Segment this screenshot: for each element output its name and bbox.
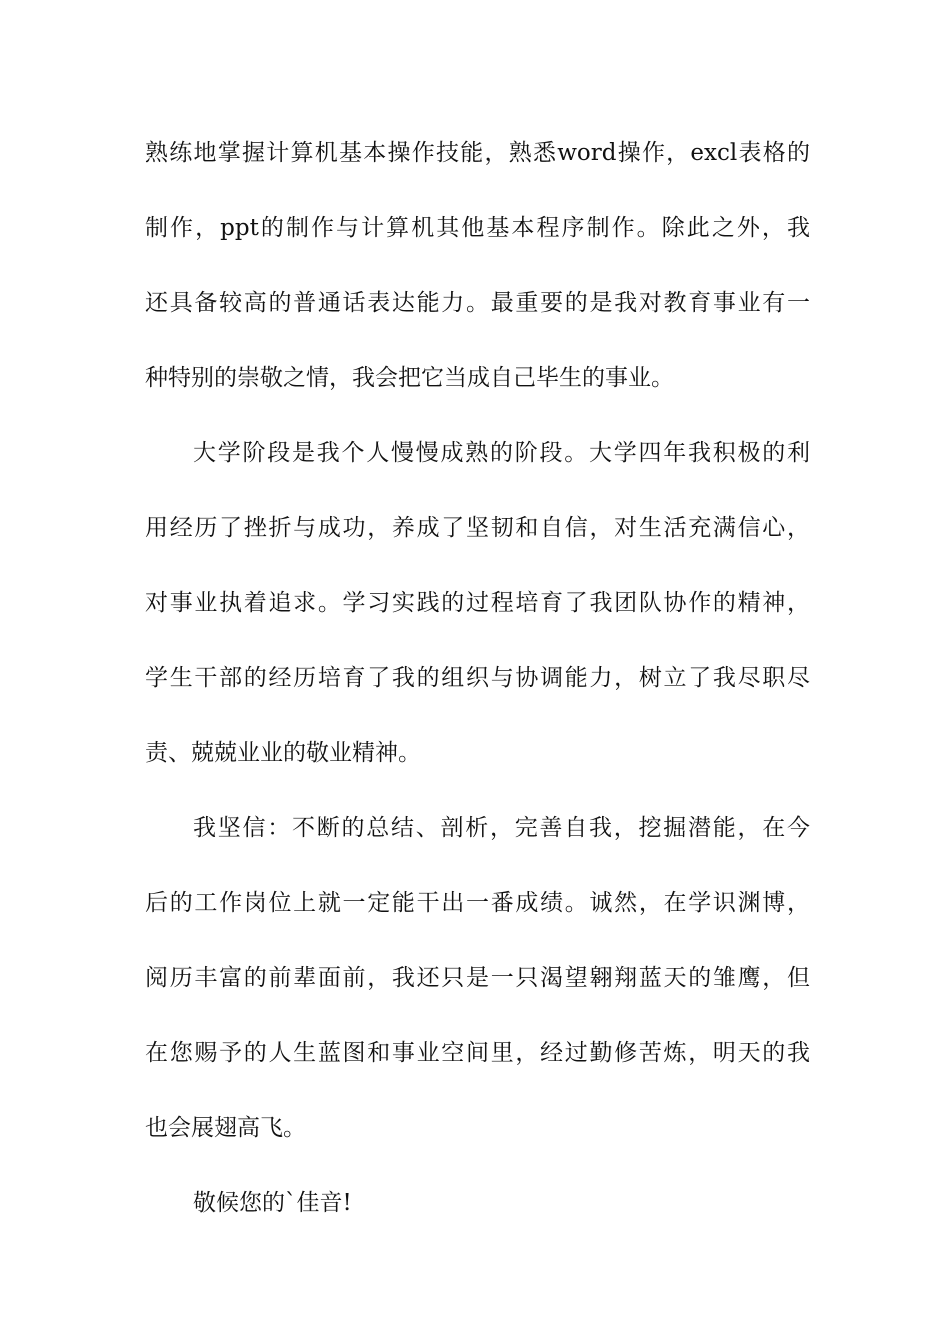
text-line: 责、兢兢业业的敬业精神。 — [145, 740, 421, 766]
text-line: 后的工作岗位上就一定能干出一番成绩。诚然，在学识渊博， — [145, 890, 810, 916]
text-line: 学生干部的经历培育了我的组织与协调能力，树立了我尽职尽 — [145, 665, 810, 691]
text-line: 我坚信：不断的总结、剖析，完善自我，挖掘潜能，在今 — [193, 815, 810, 841]
text-line: 对事业执着追求。学习实践的过程培育了我团队协作的精神， — [145, 590, 810, 616]
text-line: 熟练地掌握计算机基本操作技能，熟悉word操作，excl表格的 — [145, 140, 810, 166]
text-line: 制作，ppt的制作与计算机其他基本程序制作。除此之外，我 — [145, 215, 810, 241]
text-line: 在您赐予的人生蓝图和事业空间里，经过勤修苦炼，明天的我 — [145, 1040, 810, 1066]
text-line: 也会展翅高飞。 — [145, 1115, 306, 1141]
text-line: 种特别的崇敬之情，我会把它当成自己毕生的事业。 — [145, 365, 674, 391]
text-line: 阅历丰富的前辈面前，我还只是一只渴望翱翔蓝天的雏鹰，但 — [145, 965, 810, 991]
text-line: 还具备较高的普通话表达能力。最重要的是我对教育事业有一 — [145, 290, 810, 316]
text-line: 用经历了挫折与成功，养成了坚韧和自信，对生活充满信心， — [145, 515, 810, 541]
closing-line: 敬候您的`佳音! — [193, 1190, 352, 1216]
text-line: 大学阶段是我个人慢慢成熟的阶段。大学四年我积极的利 — [193, 440, 810, 466]
